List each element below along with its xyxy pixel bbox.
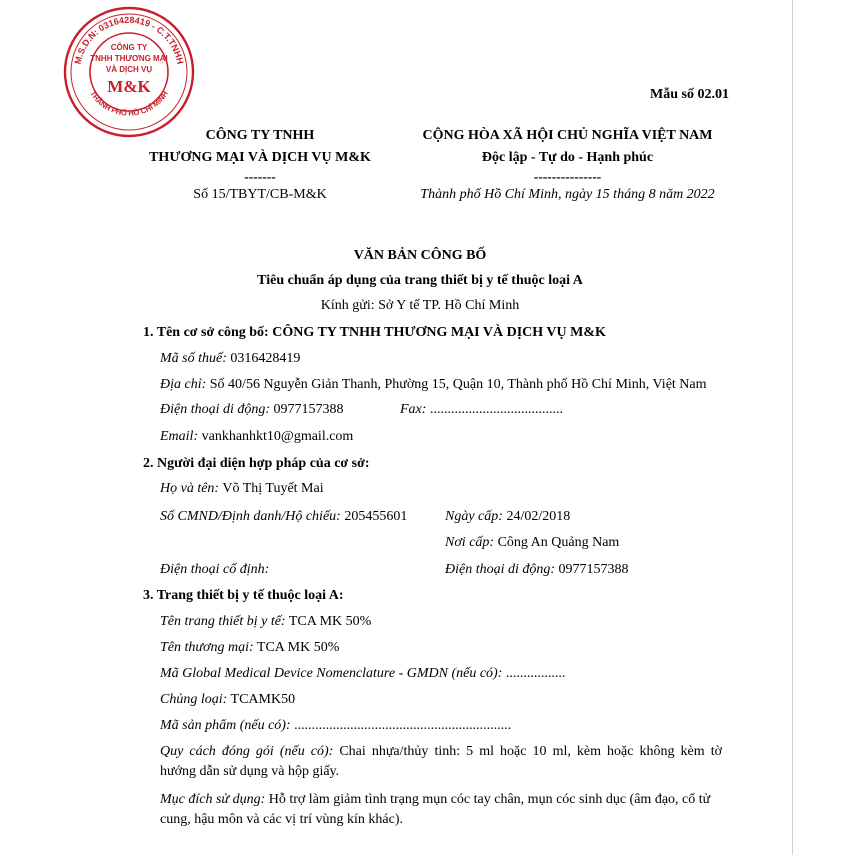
id-number-value: 205455601 — [344, 509, 408, 524]
page-edge — [792, 0, 793, 855]
packaging-value-line1: Chai nhựa/thủy tinh: 5 ml hoặc 10 ml, kèm hoặc không kèm tờ — [339, 744, 723, 759]
section2-heading: 2. Người đại diện hợp pháp của cơ sở: — [143, 456, 370, 471]
document-title: VĂN BẢN CÔNG BỐ — [353, 248, 487, 263]
seal-ring-text: M.S.D.N: 0316428419 - C.T.TNHH — [72, 14, 186, 66]
gmdn-label: Mã Global Medical Device Nomenclature - GMDN (nếu có): — [160, 666, 503, 681]
address-row — [160, 377, 707, 393]
issue-date-label: Ngày cấp: — [445, 509, 503, 524]
id-number-label: Số CMND/Định danh/Hộ chiếu: — [160, 509, 341, 524]
section3-heading: 3. Trang thiết bị y tế thuộc loại A: — [143, 588, 344, 603]
company-seal — [60, 6, 198, 138]
seal-line2: TNHH THƯƠNG MẠI — [90, 54, 168, 63]
trade-name-value: TCA MK 50% — [256, 640, 340, 655]
place-and-date: Thành phố Hồ Chí Minh, ngày 15 tháng 8 năm 2022 — [420, 187, 715, 202]
packaging-value-line2: hướng dẫn sử dụng và hộp giấy. — [160, 764, 340, 779]
recipient: Kính gửi: Sở Y tế TP. Hồ Chí Minh — [320, 298, 520, 313]
rep-mobile-value: 0977157388 — [558, 562, 629, 577]
type-row — [160, 692, 295, 708]
national-motto: Độc lập - Tự do - Hạnh phúc — [481, 150, 654, 165]
purpose-value-line1: Hỗ trợ làm giảm tình trạng mụn cóc tay chân, mụn cóc sinh dục (âm đạo, cổ tử — [268, 792, 711, 807]
device-name-label: Tên trang thiết bị y tế: — [160, 614, 286, 629]
gmdn-value: ................. — [505, 666, 566, 681]
landline-row — [160, 562, 269, 578]
purpose-value-line2: cung, hậu môn và các vị trí vùng kín khác). — [160, 812, 403, 827]
section1-heading — [143, 325, 606, 341]
tax-code-value: 0316428419 — [230, 351, 301, 366]
right-header-divider: --------------- — [533, 169, 602, 184]
facility-name: CÔNG TY TNHH THƯƠNG MẠI VÀ DỊCH VỤ M&K — [272, 325, 606, 340]
rep-mobile-row — [445, 562, 629, 578]
purpose-row-line1 — [160, 792, 710, 808]
gmdn-row — [160, 666, 565, 682]
landline-label: Điện thoại cố định: — [160, 562, 270, 577]
product-code-label: Mã sản phẩm (nếu có): — [160, 718, 291, 733]
trade-name-label: Tên thương mại: — [160, 640, 254, 655]
rep-mobile-label: Điện thoại di động: — [445, 562, 556, 577]
id-number-row — [160, 509, 407, 525]
representative-name-row — [160, 481, 324, 497]
fax-row — [400, 402, 563, 418]
email-row — [160, 429, 353, 445]
representative-name-value: Võ Thị Tuyết Mai — [222, 481, 324, 496]
seal-bottom-text: THÀNH PHỐ HỒ CHÍ MINH — [88, 89, 170, 118]
phone-label: Điện thoại di động: — [160, 402, 271, 417]
seal-brand: M&K — [107, 77, 151, 96]
seal-line3: VÀ DỊCH VỤ — [105, 65, 153, 74]
company-name-line2: THƯƠNG MẠI VÀ DỊCH VỤ M&K — [149, 150, 371, 165]
email-label: Email: — [160, 429, 199, 444]
packaging-row-line1 — [160, 744, 722, 760]
company-name-line1: CÔNG TY TNHH — [205, 128, 315, 143]
tax-code-label: Mã số thuế: — [160, 351, 227, 366]
device-name-row — [160, 614, 371, 630]
packaging-label: Quy cách đóng gói (nếu có): — [160, 744, 334, 759]
product-code-row — [160, 718, 511, 734]
form-code: Mẫu số 02.01 — [650, 87, 729, 102]
representative-name-label: Họ và tên: — [160, 481, 220, 496]
fax-label: Fax: — [400, 402, 427, 417]
phone-row — [160, 402, 344, 418]
product-code-value: .............................................................. — [294, 718, 512, 733]
device-name-value: TCA MK 50% — [288, 614, 372, 629]
issue-place-row — [445, 535, 619, 551]
purpose-label: Mục đích sử dụng: — [160, 792, 266, 807]
issue-place-value: Công An Quảng Nam — [497, 535, 620, 550]
phone-value: 0977157388 — [273, 402, 344, 417]
address-label: Địa chỉ: — [160, 377, 207, 392]
fax-value: ...................................... — [429, 402, 563, 417]
issue-date-value: 24/02/2018 — [506, 509, 571, 524]
issue-date-row — [445, 509, 570, 525]
document-number: Số 15/TBYT/CB-M&K — [193, 187, 327, 202]
national-title: CỘNG HÒA XÃ HỘI CHỦ NGHĨA VIỆT NAM — [422, 128, 713, 143]
tax-code-row — [160, 351, 300, 367]
trade-name-row — [160, 640, 339, 656]
email-value: vankhanhkt10@gmail.com — [201, 429, 354, 444]
issue-place-label: Nơi cấp: — [445, 535, 495, 550]
type-label: Chủng loại: — [160, 692, 228, 707]
document-subtitle: Tiêu chuẩn áp dụng của trang thiết bị y tế thuộc loại A — [257, 273, 583, 288]
section1-heading-label: 1. Tên cơ sở công bố: — [143, 325, 269, 340]
address-value: Số 40/56 Nguyễn Giản Thanh, Phường 15, Quận 10, Thành phố Hồ Chí Minh, Việt Nam — [209, 377, 707, 392]
left-header-divider: ------- — [244, 169, 276, 184]
type-value: TCAMK50 — [230, 692, 296, 707]
seal-line1: CÔNG TY — [110, 43, 148, 52]
